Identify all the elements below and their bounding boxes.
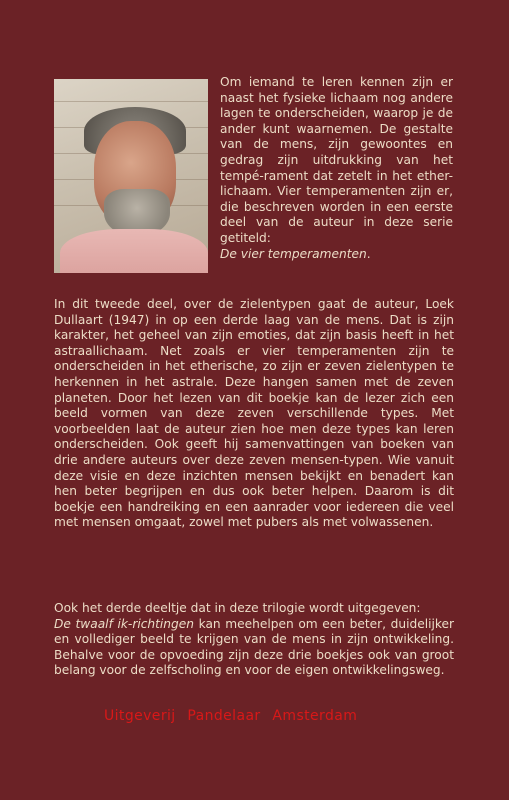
first-book-title: De vier temperamenten [220, 246, 367, 261]
intro-text: Om iemand te leren kennen zijn er naast het fysieke lichaam nog andere lagen te onderscheiden, waarop je de ander kunt waarnemen. De gestalte van de mens, zijn gewoontes en gedrag zijn uitdrukking van het tempé-rament dat zetelt in het ether-lichaam. Vier temperamenten zijn er, die beschreven worden in een eerste deel van de auteur in deze serie getiteld: [220, 75, 453, 245]
third-paragraph-rest: kan meehelpen om een beter, duidelijker en vollediger beeld te krijgen van de mens in zijn ontwikkeling. Behalve voor de opvoeding zijn deze drie boekjes ook van groot belang voor de zelfscholing en voor de eigen ontwikkelingsweg. [54, 616, 454, 678]
third-book-title: De twaalf ik-richtingen [54, 616, 194, 631]
second-paragraph: In dit tweede deel, over de zielentypen gaat de auteur, Loek Dullaart (1947) in op een derde laag van de mens. Dat is zijn karakter, het geheel van zijn emoties, dat zijn basis heeft in het astraallichaam. Net zoals er vier temperamenten zijn te onderscheiden in het etherische, zo zijn er zeven zielentypen te herkennen in het astrale. Deze hangen samen met de zeven planeten. Door het lezen van dit boekje kan de lezer zich een beeld vormen van deze zeven verschillende types. Met voorbeelden laat de auteur zien hoe men deze types kan leren onderscheiden. Ook geeft hij samenvattingen van boeken van drie andere auteurs over deze zeven mensen-typen. Wie vanuit deze visie en deze inzichten mensen bekijkt en benadert kan hen beter begrijpen en dus ook beter helpen. Daarom is dit boekje een handreiking en een aanrader voor iedereen die veel met mensen omgaat, zowel met pubers als met volwassenen. [54, 297, 454, 530]
intro-paragraph [220, 75, 453, 262]
author-photo [54, 79, 208, 273]
third-paragraph [54, 601, 454, 679]
third-paragraph-lead: Ook het derde deeltje dat in deze trilogie wordt uitgegeven: [54, 601, 421, 615]
publisher-name: Uitgeverij Pandelaar Amsterdam [104, 708, 358, 724]
first-book-title-suffix: . [366, 246, 371, 261]
shirt-shape [60, 229, 208, 273]
